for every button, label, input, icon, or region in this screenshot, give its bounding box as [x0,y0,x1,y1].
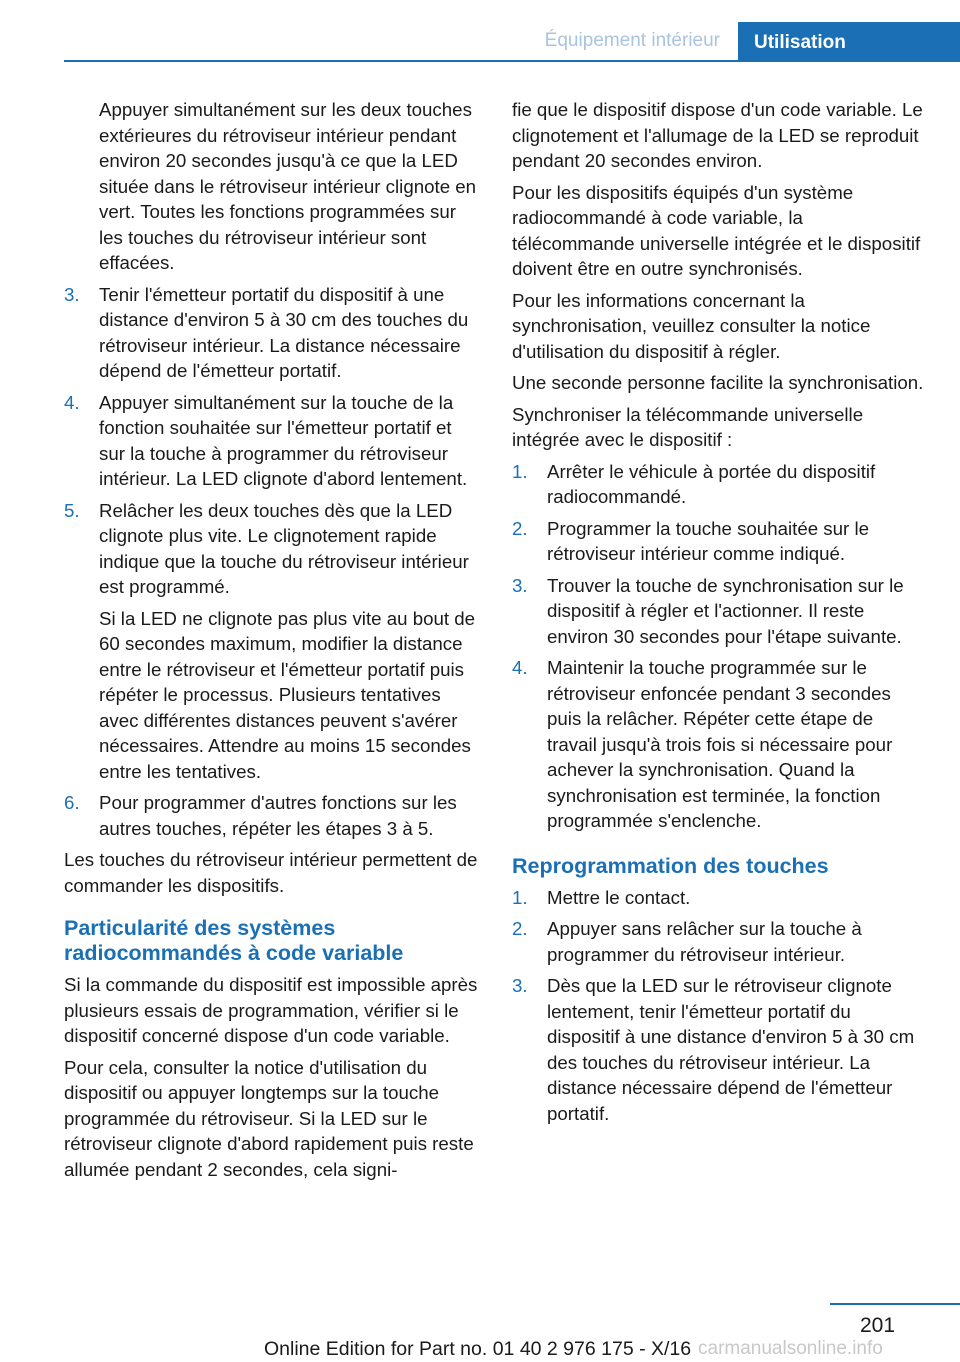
body-paragraph: Pour cela, consulter la notice d'utilisation du dispositif ou appuyer longtemps sur la touche programmée du rétroviseur. Si la LED sur le rétroviseur clignote d'abord rapidement puis reste allumée pendant 2 secondes, cela signi- [64,1056,474,1180]
header-chapter-tab: Utilisation [738,22,960,62]
list-item [64,498,479,785]
list-item [512,916,927,967]
step-number: 2. [512,517,528,539]
body-paragraph: fie que le dispositif dispose d'un code variable. Le clignotement et l'allumage de la LED se reproduit pendant 20 secondes environ. [512,99,923,171]
section-heading-reprogramming: Reprogrammation des touches [512,853,829,878]
step-text: Pour programmer d'autres fonctions sur les autres touches, répéter les étapes 3 à 5. [99,792,457,839]
list-item [512,516,927,567]
watermark: carmanualsonline.info [698,1338,883,1359]
step-number: 4. [512,657,528,678]
subheading-variable-code: Particularité des systèmes radiocommandés à code variable [64,916,404,965]
left-column [64,97,479,1188]
list-item [512,573,927,650]
list-item [512,885,927,911]
list-item [512,459,927,510]
step-number: 1. [512,886,528,908]
programming-steps [64,282,479,842]
step-note: Si la LED ne clignote pas plus vite au bout de 60 secondes maximum, modifier la distance entre le rétroviseur et l'émetteur portatif puis répéter le processus. Plusieurs tentatives avec différentes distances peuvent s'avérer nécessaires. Attendre au moins 15 secondes entre les tentatives. [99,607,476,782]
header-section-title: Équipement intérieur [544,30,720,51]
after-steps-paragraph: Les touches du rétroviseur intérieur permettent de commander les dispositifs. [64,849,478,896]
step-text: Relâcher les deux touches dès que la LED clignote plus vite. Le clignotement rapide indique que la touche du rétroviseur intérieur est programmé. [99,499,469,597]
step-text: Mettre le contact. [547,886,691,908]
step-number: 3. [64,283,80,305]
list-item [512,655,927,834]
step-text: Trouver la touche de synchronisation sur le dispositif à régler et l'actionner. Il reste environ 30 secondes pour l'étape suivante. [547,574,904,647]
step-text: Dès que la LED sur le rétroviseur clignote lentement, tenir l'émetteur portatif du dispositif à une distance d'environ 5 à 30 cm des touches du rétroviseur intérieur. La distance nécessaire dépend de l'émetteur portatif. [547,975,915,1124]
step-number: 6. [64,792,80,813]
step-number: 4. [64,391,80,413]
step-text: Appuyer simultanément sur la touche de la fonction souhaitée sur l'émetteur portatif et sur la touche à programmer du rétroviseur intérieur. La LED clignote d'abord lentement. [99,391,468,489]
synchronisation-steps [512,459,927,834]
body-paragraph: Pour les dispositifs équipés d'un système radiocommandé à code variable, la télécommande universelle intégrée et le dispositif doivent être en outre synchronisés. [512,181,921,279]
body-paragraph: Une seconde personne facilite la synchronisation. [512,372,924,393]
step-number: 3. [512,975,528,996]
right-column [512,97,927,1132]
body-paragraph: Pour les informations concernant la synchronisation, veuillez consulter la notice d'utilisation du dispositif à régler. [512,289,871,362]
step-text: Appuyer sans relâcher sur la touche à programmer du rétroviseur intérieur. [547,918,862,965]
page-number: 201 [860,1314,896,1337]
list-item [512,973,927,1126]
step-number: 3. [512,574,528,596]
step-number: 2. [512,918,528,939]
body-paragraph: Si la commande du dispositif est impossible après plusieurs essais de programmation, vérifier si le dispositif concerné dispose d'un code variable. [64,974,478,1046]
edition-note: Online Edition for Part no. 01 40 2 976 175 - X/16 [264,1338,692,1360]
intro-paragraph: Appuyer simultanément sur les deux touches extérieures du rétroviseur intérieur pendant environ 20 secondes jusqu'à ce que la LED située dans le rétroviseur intérieur clignote en vert. Toutes les fonctions programmées sur les touches du rétroviseur intérieur sont effacées. [99,99,477,273]
list-item [64,282,479,384]
step-text: Arrêter le véhicule à portée du dispositif radiocommandé. [547,460,876,507]
step-text: Maintenir la touche programmée sur le rétroviseur enfoncée pendant 3 secondes puis la relâcher. Répéter cette étape de travail jusqu'à trois fois si nécessaire pour achever la synchronisation. Quand la synchronisation est terminée, la fonction programmée s'enclenche. [547,657,893,831]
list-item [64,390,479,492]
reprogramming-steps [512,885,927,1127]
body-paragraph: Synchroniser la télécommande universelle intégrée avec le dispositif : [512,403,864,450]
step-text: Tenir l'émetteur portatif du dispositif à une distance d'environ 5 à 30 cm des touches du rétroviseur intérieur. La distance nécessaire dépend de l'émetteur portatif. [99,283,469,381]
list-item [64,790,479,841]
footer-rule [830,1303,960,1305]
step-number: 5. [64,499,80,521]
step-number: 1. [512,460,528,482]
step-text: Programmer la touche souhaitée sur le rétroviseur intérieur comme indiqué. [547,517,870,564]
header-rule [64,60,960,62]
